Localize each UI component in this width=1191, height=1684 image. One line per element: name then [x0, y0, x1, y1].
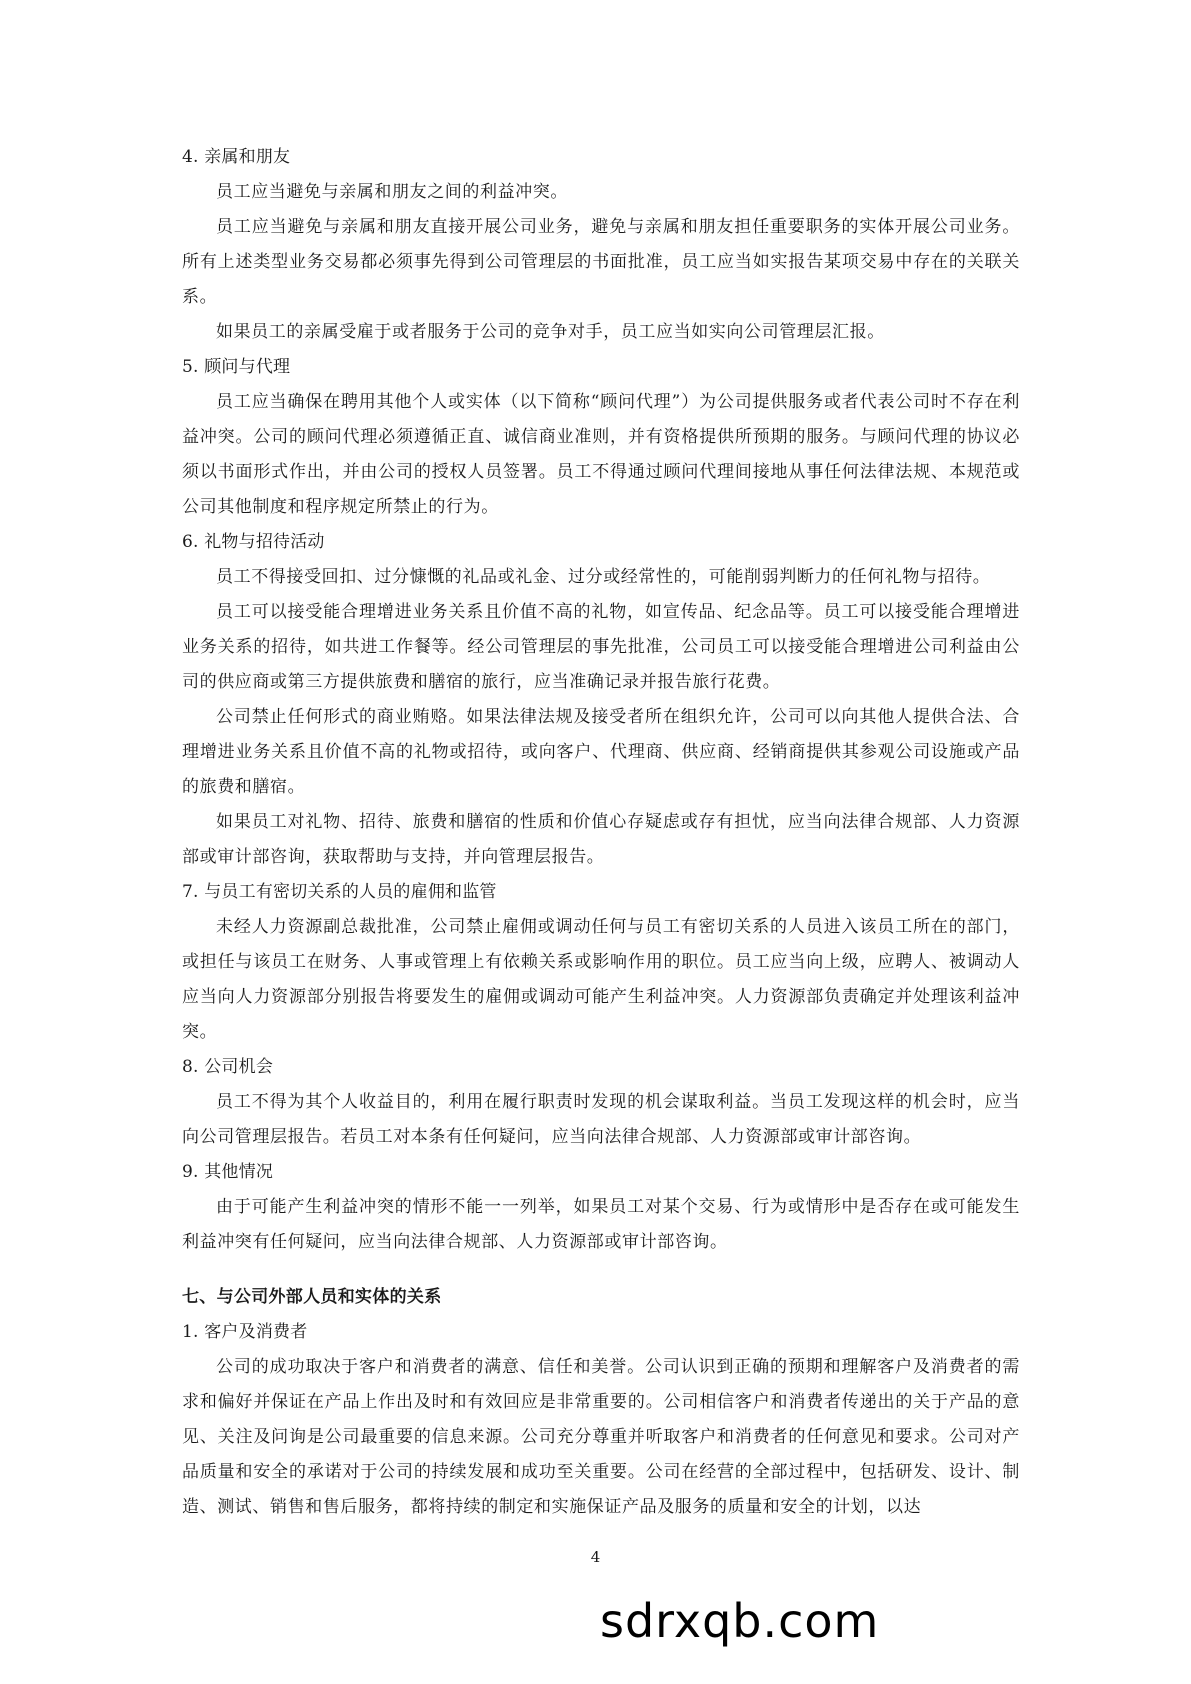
clause-8 [182, 1050, 1020, 1155]
clause-heading: 8. 公司机会 [182, 1057, 274, 1077]
paragraph: 员工应当避免与亲属和朋友之间的利益冲突。 [216, 182, 568, 202]
paragraph: 员工不得为其个人收益目的，利用在履行职责时发现的机会谋取利益。当员工发现这样的机会时，应当向公司管理层报告。若员工对本条有任何疑问，应当向法律合规部、人力资源部或审计部咨询。 [182, 1092, 1020, 1147]
section-7 [182, 1280, 1020, 1525]
paragraph: 员工可以接受能合理增进业务关系且价值不高的礼物，如宣传品、纪念品等。员工可以接受能合理增进业务关系的招待，如共进工作餐等。经公司管理层的事先批准，公司员工可以接受能合理增进公司利益由公司的供应商或第三方提供旅费和膳宿的旅行，应当准确记录并报告旅行花费。 [182, 602, 1020, 692]
clause-heading: 7. 与员工有密切关系的人员的雇佣和监管 [182, 882, 497, 902]
clause-4 [182, 140, 1020, 350]
clause-7 [182, 875, 1020, 1050]
paragraph: 公司禁止任何形式的商业贿赂。如果法律法规及接受者所在组织允许，公司可以向其他人提供合法、合理增进业务关系且价值不高的礼物或招待，或向客户、代理商、供应商、经销商提供其参观公司设施或产品的旅费和膳宿。 [182, 707, 1020, 797]
section-title: 七、与公司外部人员和实体的关系 [182, 1287, 442, 1307]
clause-heading: 9. 其他情况 [182, 1162, 274, 1182]
page-number: 4 [590, 1548, 601, 1566]
clause-9 [182, 1155, 1020, 1260]
clause-heading: 1. 客户及消费者 [182, 1322, 308, 1342]
clause-5 [182, 350, 1020, 525]
document-body [182, 140, 1020, 1525]
clause-heading: 4. 亲属和朋友 [182, 147, 291, 167]
watermark-text: sdrxqb.com [600, 1594, 880, 1648]
clause-heading: 5. 顾问与代理 [182, 357, 291, 377]
paragraph: 如果员工对礼物、招待、旅费和膳宿的性质和价值心存疑虑或存有担忧，应当向法律合规部、人力资源部或审计部咨询，获取帮助与支持，并向管理层报告。 [182, 812, 1020, 867]
paragraph: 员工不得接受回扣、过分慷慨的礼品或礼金、过分或经常性的，可能削弱判断力的任何礼物与招待。 [216, 567, 991, 587]
paragraph: 公司的成功取决于客户和消费者的满意、信任和美誉。公司认识到正确的预期和理解客户及消费者的需求和偏好并保证在产品上作出及时和有效回应是非常重要的。公司相信客户和消费者传递出的关于产品的意见、关注及问询是公司最重要的信息来源。公司充分尊重并听取客户和消费者的任何意见和要求。公司对产品质量和安全的承诺对于公司的持续发展和成功至关重要。公司在经营的全部过程中，包括研发、设计、制造、测试、销售和售后服务，都将持续的制定和实施保证产品及服务的质量和安全的计划，以达 [182, 1357, 1020, 1517]
paragraph: 如果员工的亲属受雇于或者服务于公司的竞争对手，员工应当如实向公司管理层汇报。 [216, 322, 885, 342]
clause-heading: 6. 礼物与招待活动 [182, 532, 325, 552]
paragraph: 由于可能产生利益冲突的情形不能一一列举，如果员工对某个交易、行为或情形中是否存在或可能发生利益冲突有任何疑问，应当向法律合规部、人力资源部或审计部咨询。 [182, 1197, 1020, 1252]
paragraph: 员工应当确保在聘用其他个人或实体（以下简称“顾问代理”）为公司提供服务或者代表公司时不存在利益冲突。公司的顾问代理必须遵循正直、诚信商业准则，并有资格提供所预期的服务。与顾问代理的协议必须以书面形式作出，并由公司的授权人员签署。员工不得通过顾问代理间接地从事任何法律法规、本规范或公司其他制度和程序规定所禁止的行为。 [182, 392, 1020, 517]
paragraph: 未经人力资源副总裁批准，公司禁止雇佣或调动任何与员工有密切关系的人员进入该员工所在的部门，或担任与该员工在财务、人事或管理上有依赖关系或影响作用的职位。员工应当向上级，应聘人、被调动人应当向人力资源部分别报告将要发生的雇佣或调动可能产生利益冲突。人力资源部负责确定并处理该利益冲突。 [182, 917, 1020, 1042]
clause-6 [182, 525, 1020, 875]
paragraph: 员工应当避免与亲属和朋友直接开展公司业务，避免与亲属和朋友担任重要职务的实体开展公司业务。所有上述类型业务交易都必须事先得到公司管理层的书面批准，员工应当如实报告某项交易中存在的关联关系。 [182, 217, 1020, 307]
